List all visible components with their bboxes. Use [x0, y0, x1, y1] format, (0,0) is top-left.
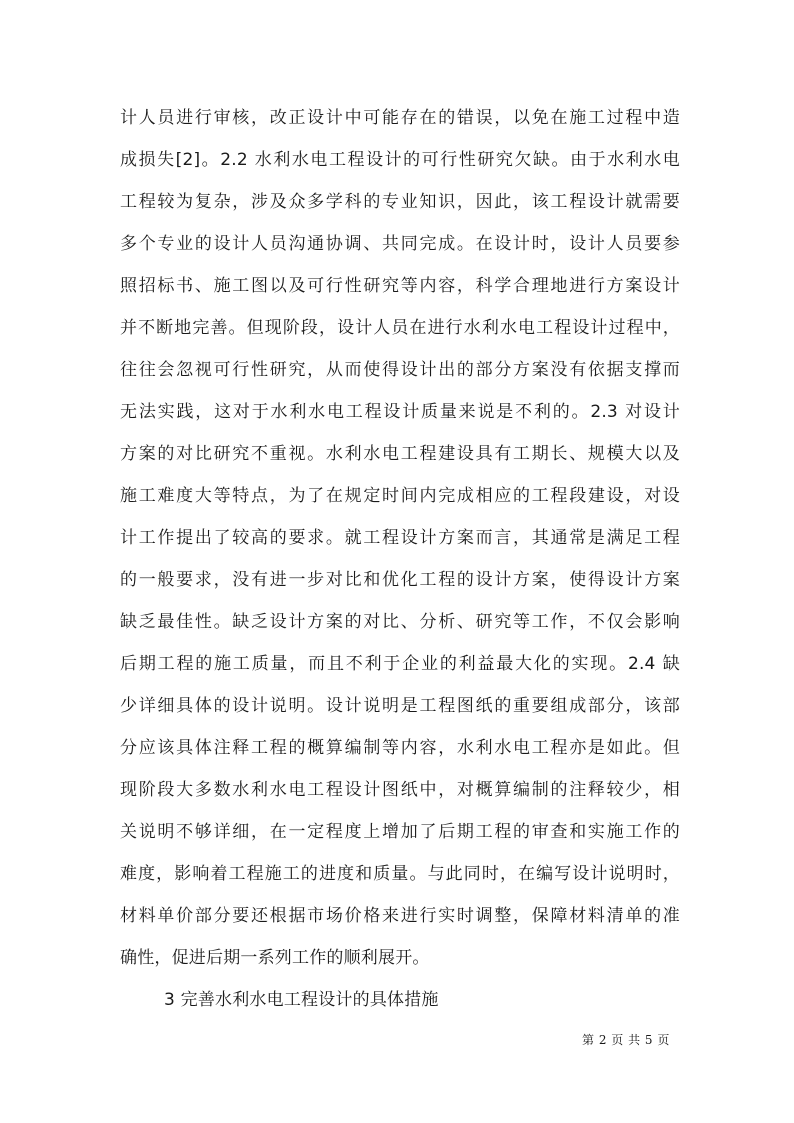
body-text-line: 难度，影响着工程施工的进度和质量。与此同时，在编写设计说明时，	[120, 864, 680, 884]
body-text-line: 的一般要求，没有进一步对比和优化工程的设计方案，使得设计方案	[120, 570, 680, 590]
body-text-line: 关说明不够详细，在一定程度上增加了后期工程的审查和实施工作的	[120, 822, 680, 842]
body-text-line: 少详细具体的设计说明。设计说明是工程图纸的重要组成部分，该部	[120, 696, 680, 716]
body-text-line: 并不断地完善。但现阶段，设计人员在进行水利水电工程设计过程中，	[120, 318, 680, 338]
body-text-line: 后期工程的施工质量，而且不利于企业的利益最大化的实现。2.4 缺	[120, 654, 680, 674]
body-text-line: 计人员进行审核，改正设计中可能存在的错误，以免在施工过程中造	[120, 108, 680, 128]
body-text-line: 计工作提出了较高的要求。就工程设计方案而言，其通常是满足工程	[120, 528, 680, 548]
body-text-line: 施工难度大等特点，为了在规定时间内完成相应的工程段建设，对设	[120, 486, 680, 506]
body-text-line: 无法实践，这对于水利水电工程设计质量来说是不利的。2.3 对设计	[120, 402, 680, 422]
body-text-line: 确性，促进后期一系列工作的顺利展开。	[120, 948, 430, 968]
section-heading: 3 完善水利水电工程设计的具体措施	[164, 990, 439, 1010]
body-text-line: 成损失[2]。2.2 水利水电工程设计的可行性研究欠缺。由于水利水电	[120, 150, 680, 170]
body-text-line: 现阶段大多数水利水电工程设计图纸中，对概算编制的注释较少，相	[120, 780, 680, 800]
body-text-line: 多个专业的设计人员沟通协调、共同完成。在设计时，设计人员要参	[120, 234, 680, 254]
body-text-line: 分应该具体注释工程的概算编制等内容，水利水电工程亦是如此。但	[120, 738, 680, 758]
body-text-line: 往往会忽视可行性研究，从而使得设计出的部分方案没有依据支撑而	[120, 360, 680, 380]
body-text-line: 缺乏最佳性。缺乏设计方案的对比、分析、研究等工作，不仅会影响	[120, 612, 680, 632]
body-text-line: 照招标书、施工图以及可行性研究等内容，科学合理地进行方案设计	[120, 276, 680, 296]
body-text-line: 材料单价部分要还根据市场价格来进行实时调整，保障材料清单的准	[120, 906, 680, 926]
page-number: 第 2 页 共 5 页	[582, 1033, 670, 1047]
body-text-line: 方案的对比研究不重视。水利水电工程建设具有工期长、规模大以及	[120, 444, 680, 464]
body-text-line: 工程较为复杂，涉及众多学科的专业知识，因此，该工程设计就需要	[120, 192, 680, 212]
